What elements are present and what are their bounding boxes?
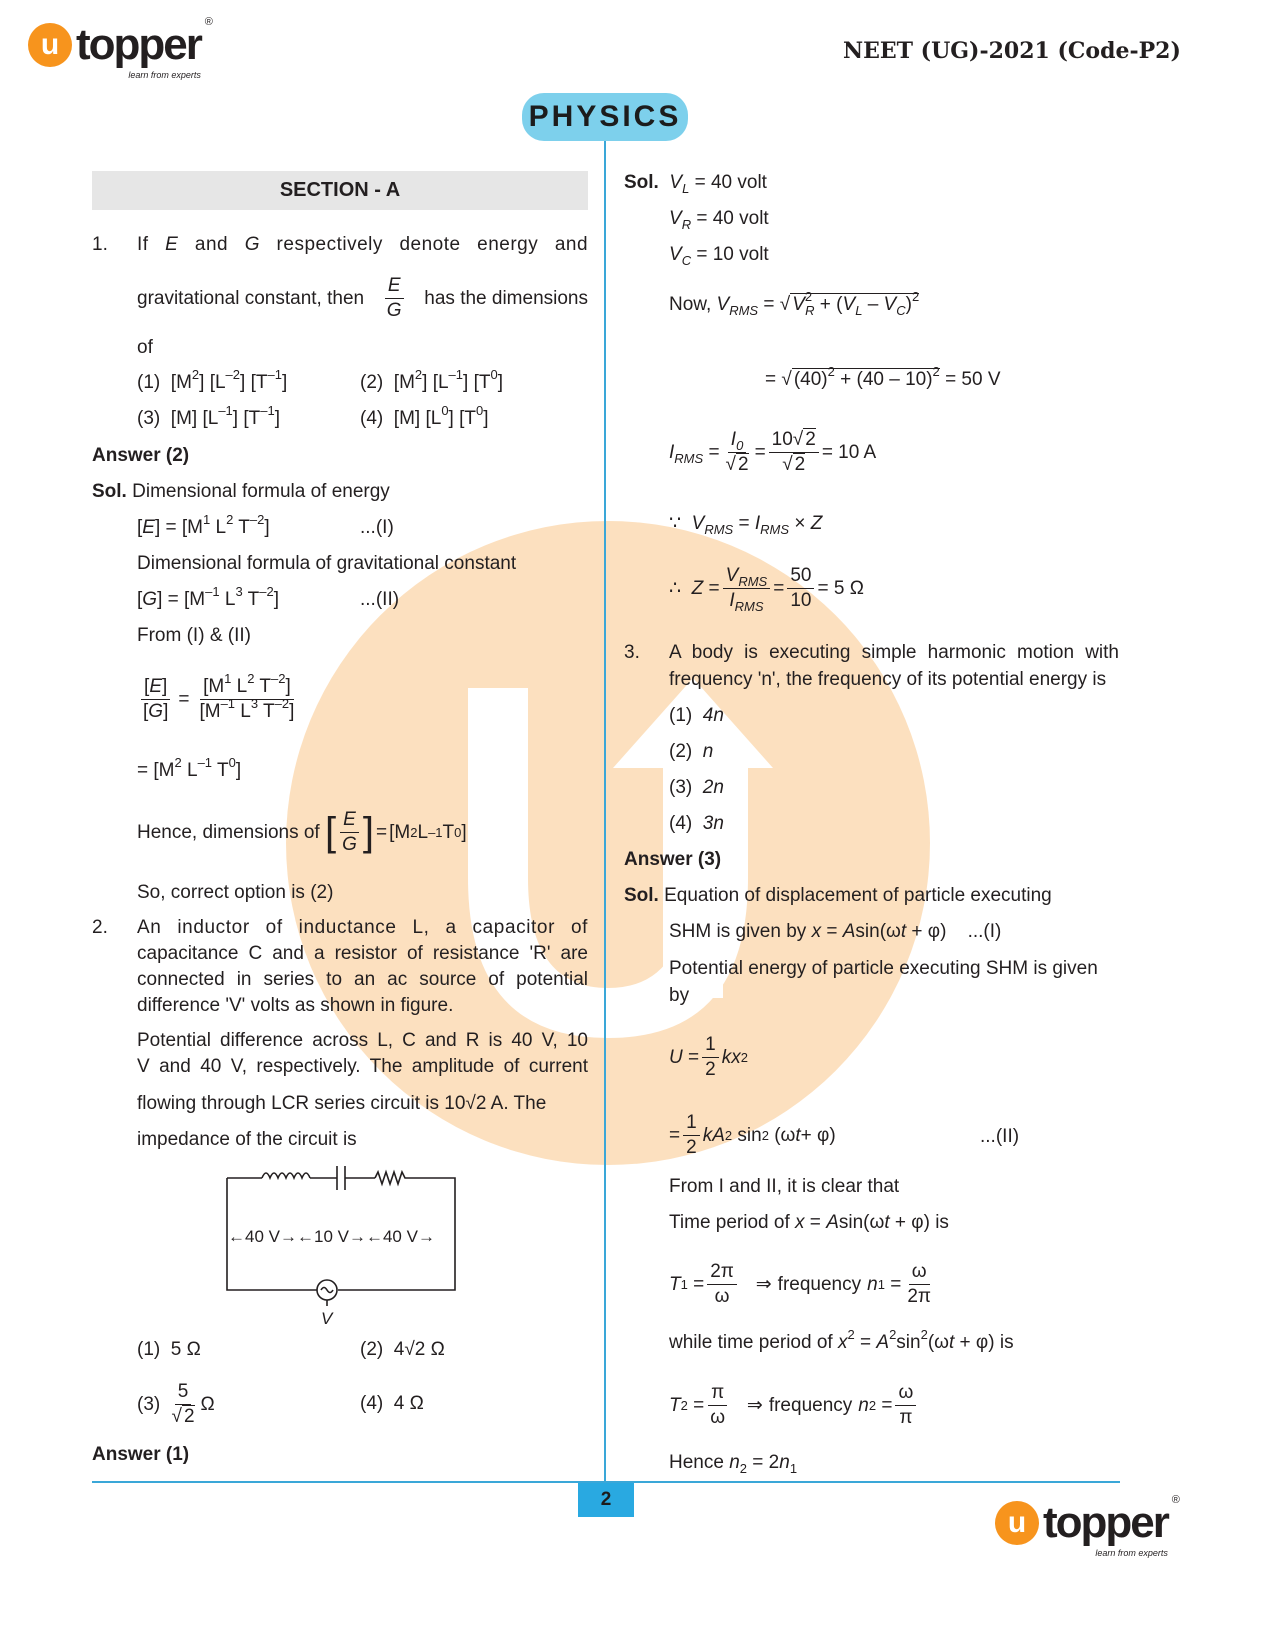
resistor-zigzag bbox=[375, 1172, 408, 1184]
brand-mark: u bbox=[28, 23, 72, 67]
lcr-circuit-diagram bbox=[220, 1160, 465, 1330]
conclusion: So, correct option is (2) bbox=[137, 882, 334, 903]
question-text: flowing through LCR series circuit is 10√2 A. The bbox=[137, 1093, 547, 1114]
equation-tag: ...(II) bbox=[980, 1126, 1020, 1147]
question-text: capacitance C and a resistor of resistance 'R' are bbox=[137, 943, 588, 964]
equation-gravitation: $[G] = [M^{-1}$ $L^3$ $T^{-2}$] bbox=[137, 584, 279, 610]
solution-vc: $V_C = 10$ volt bbox=[669, 244, 769, 268]
brand-tagline: learn from experts bbox=[1095, 1548, 1168, 1558]
equation-hence: Hence, dimensions of [ $\frac{E}{G}$ ] = [M 2 L –1 T 0 ] bbox=[137, 809, 467, 855]
brand-tagline: learn from experts bbox=[128, 70, 201, 80]
question-text: V and 40 V, respectively. The amplitude of current bbox=[137, 1056, 588, 1077]
question-text: connected in series to an ac source of potential bbox=[137, 969, 588, 990]
equation-vrms-relation: ∵ $V_{RMS} = I_{RMS} \times Z$ bbox=[669, 513, 823, 537]
solution-text: by bbox=[669, 985, 690, 1006]
solution-vl: Sol. $V_L = 40$ volt bbox=[624, 172, 767, 196]
question-number: 1. bbox=[92, 234, 108, 255]
option-2: (2) n bbox=[669, 741, 714, 762]
option-2: (2) $[M^2]$ $[L^{-1}]$ $[T^0]$ bbox=[360, 367, 503, 393]
answer-label: Answer (2) bbox=[92, 445, 190, 466]
inductor-coil bbox=[262, 1173, 310, 1178]
equation-ratio: $\frac{[E]}{[G]}$ = $\frac{[M^1 L^2 T^{-2}]}{[M^{-1} L^3 T^{-2}]}$ bbox=[143, 671, 295, 722]
solution-text: From (I) & (II) bbox=[137, 625, 251, 646]
question-number: 2. bbox=[92, 917, 108, 938]
question-text: impedance of the circuit is bbox=[137, 1129, 357, 1150]
source-label: V bbox=[321, 1309, 333, 1328]
brand-name: topper ® learn from experts bbox=[1043, 1494, 1180, 1558]
option-4: (4) 3n bbox=[669, 813, 724, 834]
option-4: (4) [M] $[L^0]$ $[T^0]$ bbox=[360, 403, 489, 429]
equation-potential-energy-2: = $\frac{1}{2}$ kA 2 sin 2 (ω t + φ) bbox=[669, 1112, 836, 1158]
solution-text: Sol. Equation of displacement of particle executing bbox=[624, 885, 1052, 906]
question-text: An inductor of inductance L, a capacitor of bbox=[137, 917, 588, 938]
solution-text: From I and II, it is clear that bbox=[669, 1176, 900, 1197]
equation-vrms: Now, $V_{RMS}$ = √ $V^2_R + (V_L - V_C)^2$ bbox=[669, 289, 920, 318]
voltage-c: 10 V bbox=[313, 1227, 349, 1246]
question-number: 3. bbox=[624, 642, 640, 663]
equation-irms: $I_{RMS}$ = $\frac{I_0}{√ 2}$ = $\frac{10√ 2}{√ 2}$ = 10 A bbox=[669, 429, 877, 475]
option-3: (3) [M] $[L^{-1}]$ $[T^{-1}]$ bbox=[137, 403, 280, 429]
question-text: of bbox=[137, 337, 153, 358]
option-3: (3) $\frac{5}{√ 2}$ Ω bbox=[137, 1381, 215, 1427]
option-3: (3) 2n bbox=[669, 777, 724, 798]
brand-logo bbox=[28, 16, 213, 80]
equation-impedance: ∴ Z = $\frac{V_{RMS}}{I_{RMS}}$ = $\frac{50}{10}$ = 5 Ω bbox=[669, 565, 864, 614]
option-2: (2) 4√2 Ω bbox=[360, 1339, 445, 1360]
solution-text: Time period of x = Asin(ωt + φ) is bbox=[669, 1212, 949, 1233]
solution-intro: Sol. Dimensional formula of energy bbox=[92, 481, 390, 502]
solution-text: Dimensional formula of gravitational constant bbox=[137, 553, 517, 574]
answer-label: Answer (1) bbox=[92, 1444, 190, 1465]
column-divider bbox=[604, 141, 606, 1481]
voltage-r: 40 V bbox=[382, 1227, 418, 1246]
conclusion: Hence $n_2 = 2n_1$ bbox=[669, 1452, 798, 1476]
question-text: Potential difference across L, C and R is 40 V, 10 bbox=[137, 1030, 588, 1051]
option-1: (1) $[M^2]$ $[L^{-2}]$ $[T^{-1}]$ bbox=[137, 367, 288, 393]
equation-result: = [$M^2$ $L^{-1}$ $T^0$] bbox=[137, 755, 242, 781]
question-text: frequency 'n', the frequency of its potential energy is bbox=[669, 669, 1107, 690]
voltage-l: 40 V bbox=[245, 1227, 280, 1246]
question-text: If E and G respectively denote energy and bbox=[137, 234, 589, 255]
voltage-arrows-row: ←40 V→←10 V→←40 V→ bbox=[228, 1227, 435, 1246]
equation-t1: T 1 = $\frac{2\pi}{\omega}$ ⇒ frequency n 1 = $\frac{\omega}{2\pi}$ bbox=[669, 1261, 931, 1307]
brand-name: topper ® learn from experts bbox=[76, 16, 213, 80]
solution-text: Potential energy of particle executing SHM is given bbox=[669, 958, 1098, 979]
exam-title: NEET (UG)-2021 (Code-P2) bbox=[843, 38, 1181, 64]
footer-logo bbox=[995, 1494, 1180, 1558]
option-4: (4) 4 Ω bbox=[360, 1393, 424, 1414]
section-heading: SECTION - A bbox=[92, 171, 588, 210]
equation-tag: ...(I) bbox=[360, 517, 394, 538]
question-text: A body is executing simple harmonic motion with bbox=[669, 642, 1119, 663]
option-1: (1) 5 Ω bbox=[137, 1339, 201, 1360]
solution-text: while time period of $x^2 = A^2\sin^2(\omega t + \varphi)$ is bbox=[669, 1327, 1014, 1353]
answer-label: Answer (3) bbox=[624, 849, 722, 870]
question-text: difference 'V' volts as shown in figure. bbox=[137, 995, 454, 1016]
equation-vrms-value: = √ $(40)^2 + (40 - 10)^2$ = 50 V bbox=[765, 364, 1001, 390]
equation-tag: ...(II) bbox=[360, 589, 400, 610]
brand-mark: u bbox=[995, 1501, 1039, 1545]
equation-potential-energy: U = $\frac{1}{2}$ kx 2 bbox=[669, 1034, 748, 1080]
solution-vr: $V_R = 40$ volt bbox=[669, 208, 769, 232]
page-number: 2 bbox=[578, 1483, 634, 1517]
subject-title: PHYSICS bbox=[522, 93, 688, 141]
question-text: gravitational constant, then $\frac{E}{G}$ has the dimensions bbox=[137, 275, 588, 321]
option-1: (1) 4n bbox=[669, 705, 724, 726]
capacitor-plates bbox=[337, 1166, 345, 1190]
equation-energy: $[E] = [M^1$ $L^2$ $T^{-2}$] bbox=[137, 512, 270, 538]
solution-text: SHM is given by x = Asin(ωt + φ) ...(I) bbox=[669, 921, 1002, 942]
equation-t2: T 2 = $\frac{\pi}{\omega}$ ⇒ frequency n 2 = $\frac{\omega}{\pi}$ bbox=[669, 1381, 919, 1430]
